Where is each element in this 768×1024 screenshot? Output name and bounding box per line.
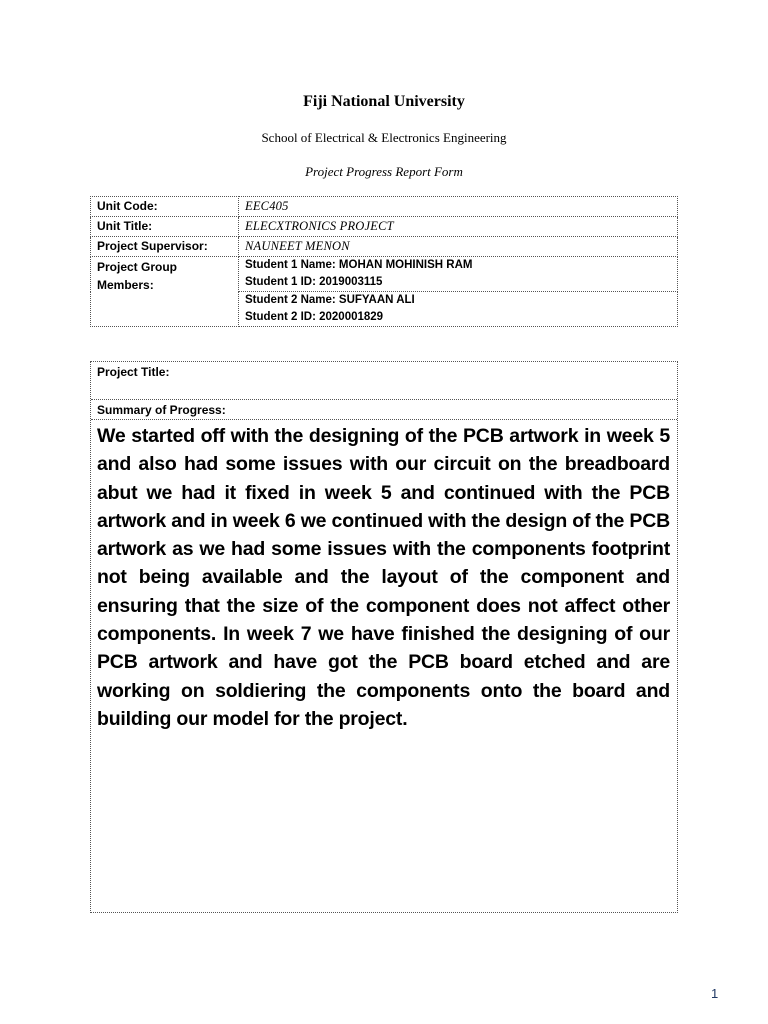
project-title-label: Project Title:	[97, 365, 170, 379]
university-title: Fiji National University	[303, 93, 465, 110]
student2-name: Student 2 Name: SUFYAAN ALI	[245, 294, 415, 306]
unit-info-table	[90, 196, 678, 327]
summary-text: We started off with the designing of the PCB artwork in week 5 and also had some issues with our circuit on the breadboard abut we had it fixed in week 5 and continued with the PCB artwork and in week 6 we continued with the design of the PCB artwork as we had some issues with the components footprint not being available and the layout of the component and ensuring that the size of the component does not affect other components. In week 7 we have finished the designing of our PCB artwork and have got the PCB board etched and are working on soldiering the components onto the board and building our model for the project.	[97, 425, 670, 730]
members-label: Project Group Members:	[91, 257, 239, 327]
student2-cell	[239, 292, 678, 327]
page-number: 1	[711, 986, 719, 1001]
unit-title-row	[91, 217, 678, 237]
student1-name: Student 1 Name: MOHAN MOHINISH RAM	[245, 259, 473, 271]
unit-code-label: Unit Code:	[91, 197, 239, 217]
divider	[91, 399, 677, 400]
summary-label: Summary of Progress:	[97, 403, 226, 417]
unit-code-row	[91, 197, 678, 217]
supervisor-label: Project Supervisor:	[91, 237, 239, 257]
project-progress-box	[90, 361, 678, 913]
student1-id: Student 1 ID: 2019003115	[245, 276, 383, 288]
unit-title-value: ELECXTRONICS PROJECT	[239, 217, 678, 237]
form-name: Project Progress Report Form	[305, 164, 463, 179]
supervisor-row	[91, 237, 678, 257]
divider	[91, 419, 677, 420]
student1-cell	[239, 257, 678, 292]
school-name: School of Electrical & Electronics Engineering	[261, 130, 507, 145]
members-row-1	[91, 257, 678, 292]
unit-title-label: Unit Title:	[91, 217, 239, 237]
supervisor-value: NAUNEET MENON	[239, 237, 678, 257]
student2-id: Student 2 ID: 2020001829	[245, 311, 384, 323]
unit-code-value: EEC405	[239, 197, 678, 217]
